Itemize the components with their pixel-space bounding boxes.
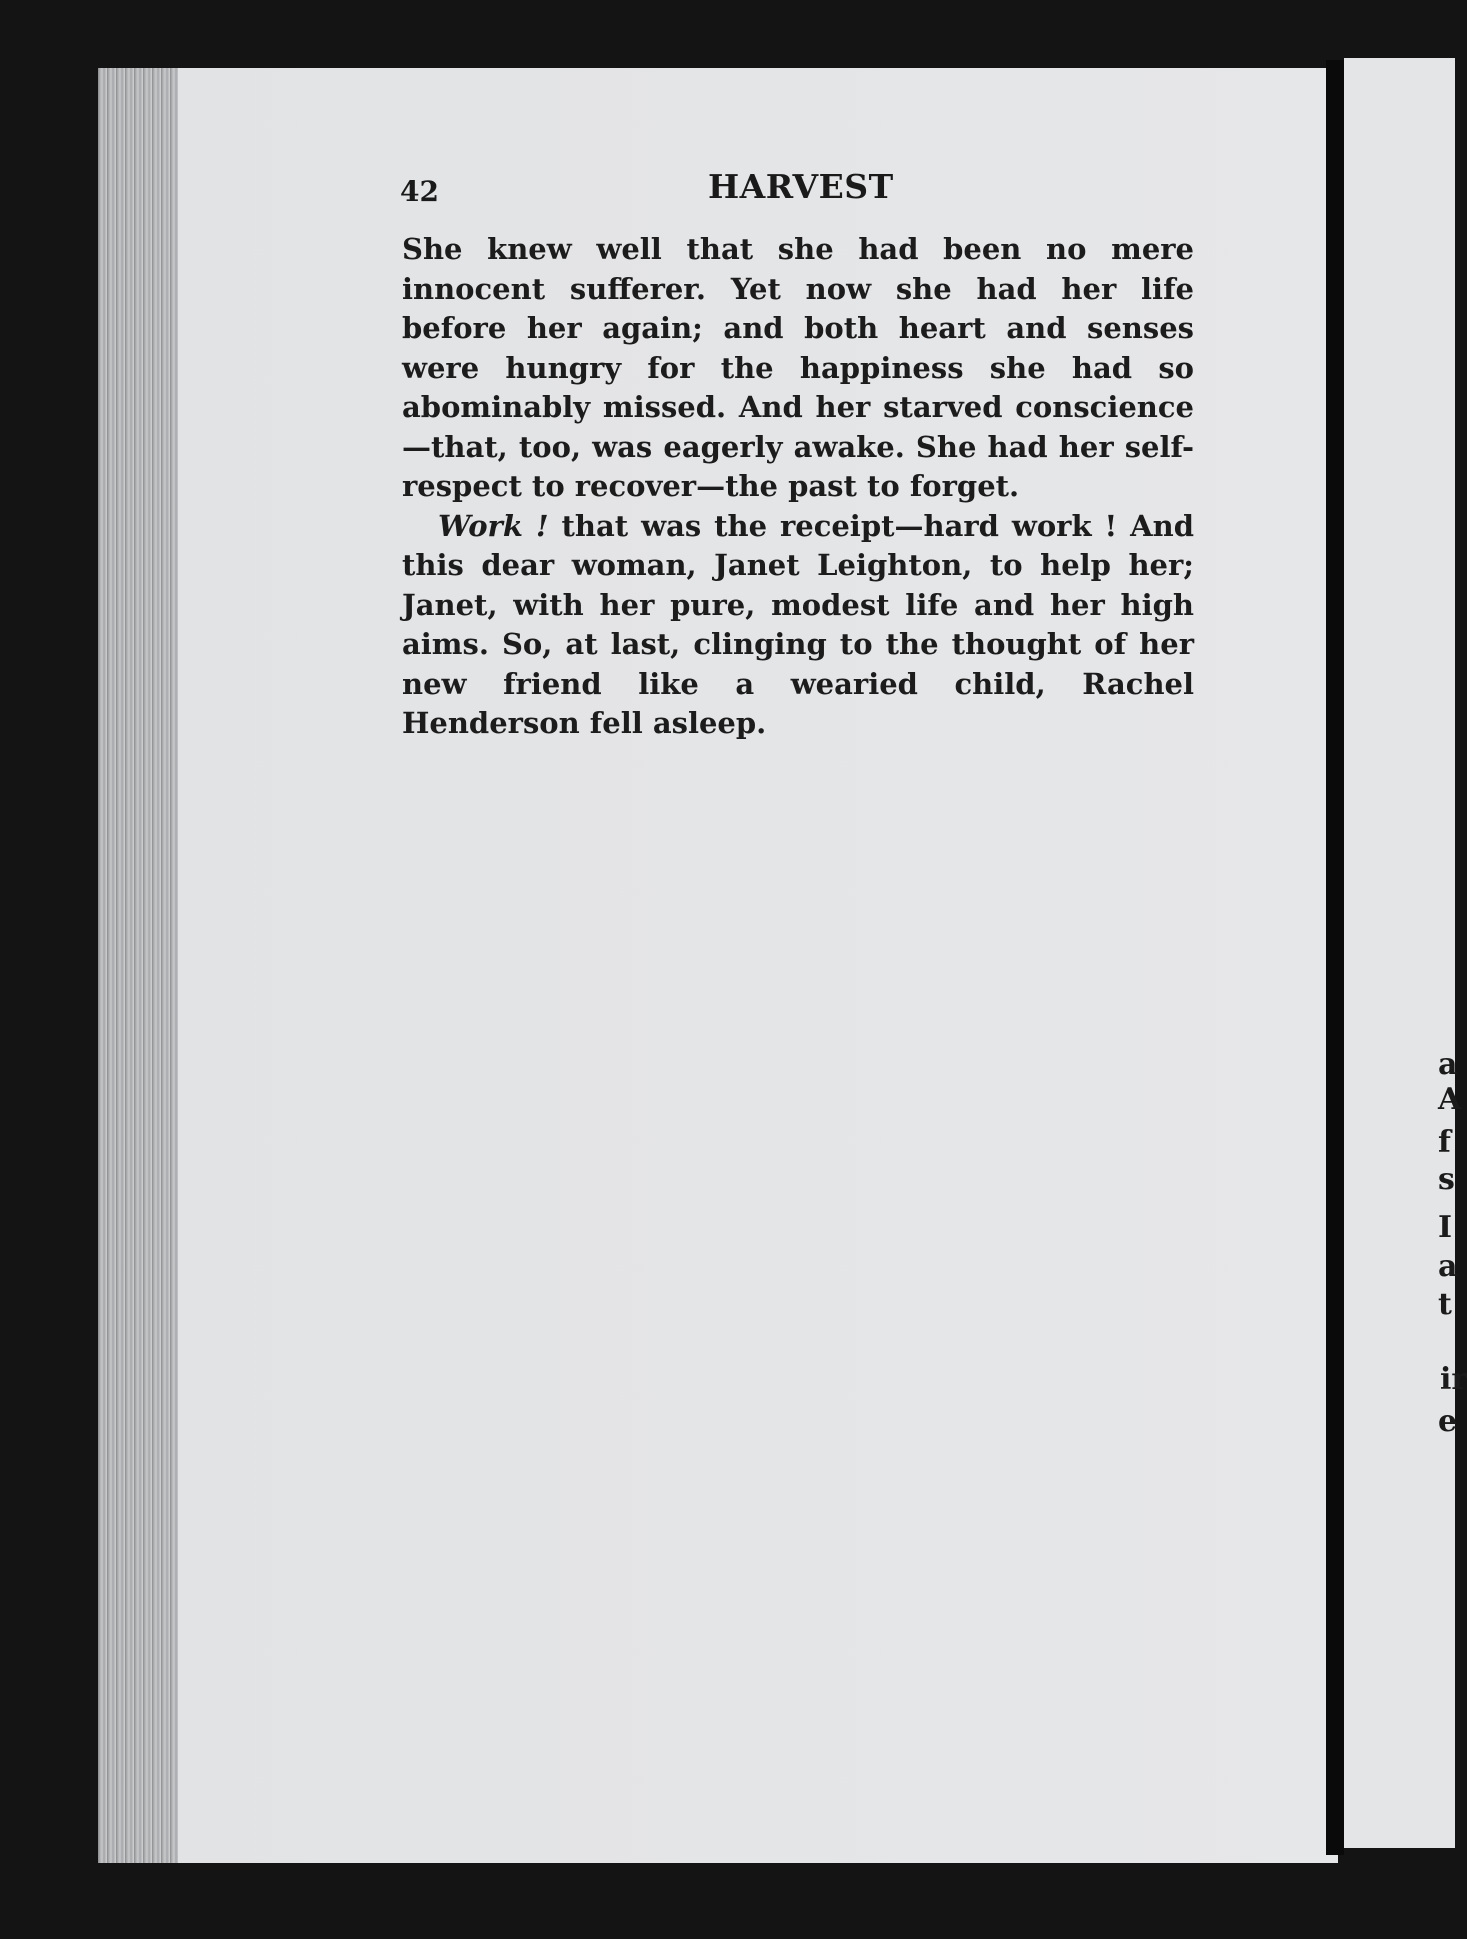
facing-page-fragment: A	[1438, 1082, 1462, 1117]
paragraph	[402, 230, 1194, 507]
facing-page-fragment: s	[1438, 1162, 1455, 1197]
facing-page-fragment: t	[1438, 1287, 1452, 1322]
page-edge-stack	[98, 68, 178, 1863]
facing-page-fragment: a	[1438, 1047, 1458, 1082]
page-header	[400, 167, 1195, 207]
book-spine	[1326, 60, 1344, 1855]
page-number: 42	[400, 175, 439, 208]
facing-page-fragment: f	[1438, 1125, 1451, 1160]
running-head: HARVEST	[708, 167, 894, 206]
right-page	[1344, 58, 1458, 1848]
body-text	[402, 230, 1194, 744]
paragraph	[402, 507, 1194, 744]
italic-lead: Work !	[438, 508, 549, 543]
facing-page-fragment: ir	[1440, 1362, 1467, 1397]
paragraph-text: She knew well that she had been no mere innocent sufferer. Yet now she had her life before her again; and both heart and senses were hungry for the happiness she had so abominably missed. And her starved conscience—that, too, was eagerly awake. She had her self-respect to recover—the past to forget.	[402, 232, 1194, 503]
facing-page-fragment: I	[1438, 1210, 1453, 1245]
facing-page-fragment: a	[1438, 1249, 1458, 1284]
facing-page-fragment: e	[1438, 1404, 1458, 1439]
paragraph-text: that was the receipt—hard work ! And this dear woman, Janet Leighton, to help her; Janet, with her pure, modest life and her high aims. So, at last, clinging to the thought of her new friend like a wearied child, Rachel Henderson fell asleep.	[402, 508, 1194, 740]
